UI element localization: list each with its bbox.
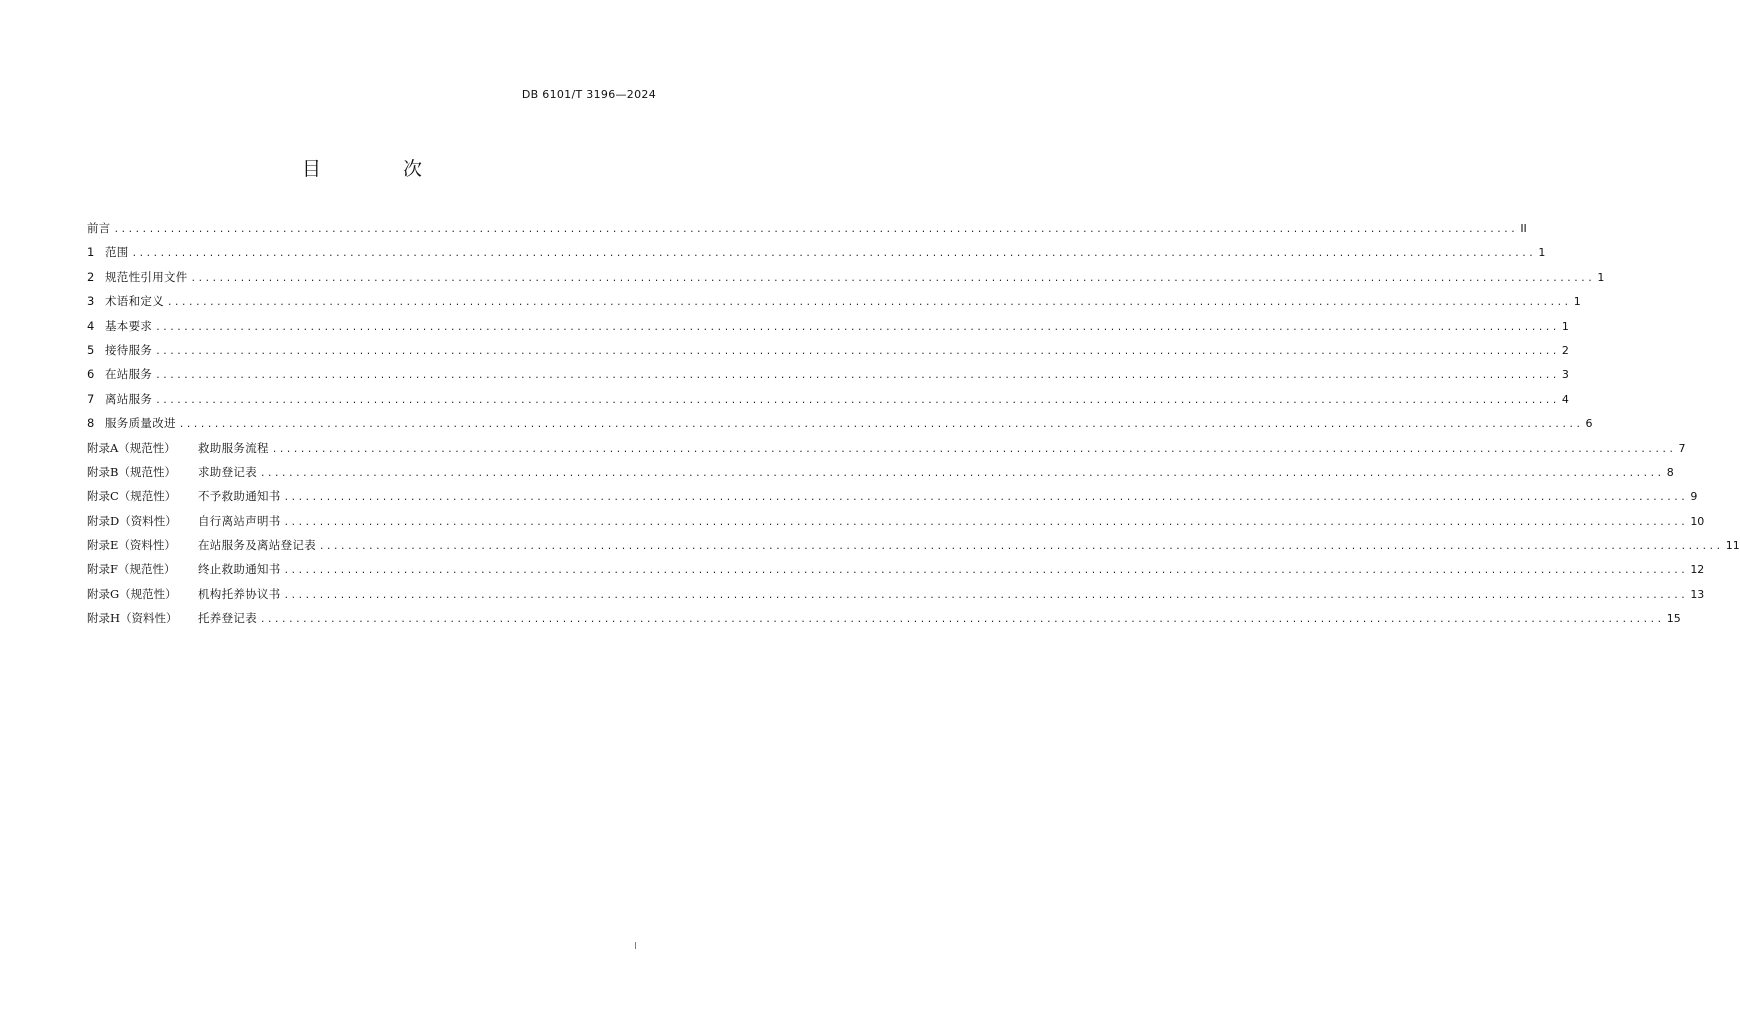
toc-entry-title: 接待服务 [105,342,153,357]
toc-entry-page: 15 [1666,612,1681,626]
toc-entry-title: 自行离站声明书 [198,513,281,528]
toc-entry-label [87,338,152,362]
toc-entry-8[interactable] [87,411,1593,435]
toc-entry-title: 术语和定义 [105,294,164,309]
toc-entry-title: 机构托养协议书 [198,586,281,601]
toc-entry-label [87,314,152,338]
toc-entry-label [87,411,176,435]
dot-leader: ........................................................................................................................................................................................................ [113,225,1518,235]
toc-appendix-label: 附录C（规范性） [87,489,177,504]
dot-leader: ........................................................................................................................................................................................................ [178,420,1583,431]
toc-entry-appendix-d[interactable] [87,509,1705,533]
toc-entry-7[interactable] [87,387,1569,411]
toc-entry-foreword[interactable] [87,216,1527,240]
toc-appendix-label: 附录E（资料性） [87,538,176,553]
toc-entry-appendix-b[interactable] [87,460,1674,484]
toc-entry-label [87,240,129,264]
toc-entry-appendix-c[interactable] [87,484,1698,508]
toc-entry-label [87,557,281,581]
toc-appendix-label: 附录A（规范性） [87,440,176,455]
toc-entry-label [87,436,269,460]
dot-leader: ........................................................................................................................................................................................................ [155,346,1559,357]
toc-entry-title: 前言 [87,221,111,235]
toc-entry-3[interactable] [87,289,1581,313]
dot-leader: ........................................................................................................................................................................................................ [283,566,1688,577]
dot-leader: ........................................................................................................................................................................................................ [155,371,1559,382]
toc-entry-title: 救助服务流程 [198,440,269,455]
toc-entry-appendix-g[interactable] [87,582,1705,606]
dot-leader: ........................................................................................................................................................................................................ [155,322,1559,333]
toc-entry-appendix-f[interactable] [87,557,1705,581]
toc-entry-title: 在站服务 [105,367,153,382]
toc-entry-title: 服务质量改进 [105,416,176,431]
toc-entry-number: 7 [87,391,95,406]
toc-entry-title: 在站服务及离站登记表 [198,538,316,553]
dot-leader: ........................................................................................................................................................................................................ [283,493,1688,504]
toc-appendix-label: 附录G（规范性） [87,586,177,601]
toc-entry-label [87,484,281,508]
toc-entry-label [87,460,257,484]
dot-leader: ........................................................................................................................................................................................................ [260,468,1664,479]
toc-entry-label [87,509,281,533]
toc-entry-page: 11 [1725,539,1740,553]
dot-leader: ........................................................................................................................................................................................................ [167,298,1571,309]
toc-entry-6[interactable] [87,362,1569,386]
dot-leader: ........................................................................................................................................................................................................ [319,542,1723,553]
toc-entry-label [87,362,152,386]
dot-leader: ........................................................................................................................................................................................................ [283,590,1688,601]
toc-entry-page: 1 [1538,246,1546,260]
toc-entry-number: 6 [87,367,95,382]
table-of-contents [87,216,1740,631]
toc-entry-number: 1 [87,245,95,260]
toc-appendix-label: 附录H（资料性） [87,611,178,626]
toc-entry-page: 2 [1561,343,1569,357]
toc-entry-title: 离站服务 [105,391,153,406]
toc-entry-label [87,582,281,606]
dot-leader: ........................................................................................................................................................................................................ [283,517,1688,528]
toc-entry-appendix-e[interactable] [87,533,1740,557]
toc-entry-page: 1 [1597,270,1605,284]
toc-entry-page: 13 [1690,587,1705,601]
toc-entry-page: 8 [1666,465,1674,479]
toc-entry-title: 终止救助通知书 [198,562,281,577]
toc-entry-number: 3 [87,294,95,309]
toc-entry-page: 3 [1561,368,1569,382]
toc-entry-page: 12 [1690,563,1705,577]
standard-number: DB 6101/T 3196—2024 [521,88,656,101]
toc-appendix-label: 附录B（规范性） [87,464,176,479]
toc-entry-title: 规范性引用文件 [105,269,188,284]
toc-entry-appendix-h[interactable] [87,606,1681,630]
toc-entry-page: 10 [1690,514,1705,528]
dot-leader: ........................................................................................................................................................................................................ [271,444,1676,455]
toc-entry-page: II [1520,222,1527,235]
toc-entry-page: 1 [1561,319,1569,333]
toc-entry-title: 不予救助通知书 [198,489,281,504]
toc-entry-label [87,289,164,313]
toc-entry-label [87,216,111,240]
toc-entry-title: 范围 [105,245,129,260]
toc-entry-page: 7 [1678,441,1686,455]
dot-leader: ........................................................................................................................................................................................................ [155,395,1559,406]
toc-entry-title: 求助登记表 [198,464,257,479]
dot-leader: ........................................................................................................................................................................................................ [190,273,1595,284]
toc-entry-4[interactable] [87,314,1569,338]
toc-appendix-label: 附录F（规范性） [87,562,176,577]
toc-entry-label [87,265,188,289]
toc-entry-appendix-a[interactable] [87,436,1686,460]
toc-entry-number: 2 [87,269,95,284]
toc-entry-title: 托养登记表 [198,611,257,626]
toc-entry-page: 4 [1561,392,1569,406]
toc-entry-label [87,387,152,411]
toc-entry-number: 5 [87,342,95,357]
toc-entry-label [87,533,316,557]
toc-entry-number: 8 [87,416,95,431]
toc-entry-2[interactable] [87,265,1605,289]
toc-entry-1[interactable] [87,240,1546,264]
toc-entry-title: 基本要求 [105,318,153,333]
toc-entry-number: 4 [87,318,95,333]
toc-title: 目 次 [301,158,461,180]
dot-leader: ........................................................................................................................................................................................................ [260,615,1664,626]
toc-entry-5[interactable] [87,338,1569,362]
dot-leader: ........................................................................................................................................................................................................ [131,249,1536,260]
toc-entry-page: 9 [1690,490,1698,504]
toc-entry-page: 1 [1573,295,1581,309]
toc-entry-label [87,606,257,630]
toc-appendix-label: 附录D（资料性） [87,513,177,528]
toc-entry-page: 6 [1585,417,1593,431]
page-number: I [634,941,637,952]
